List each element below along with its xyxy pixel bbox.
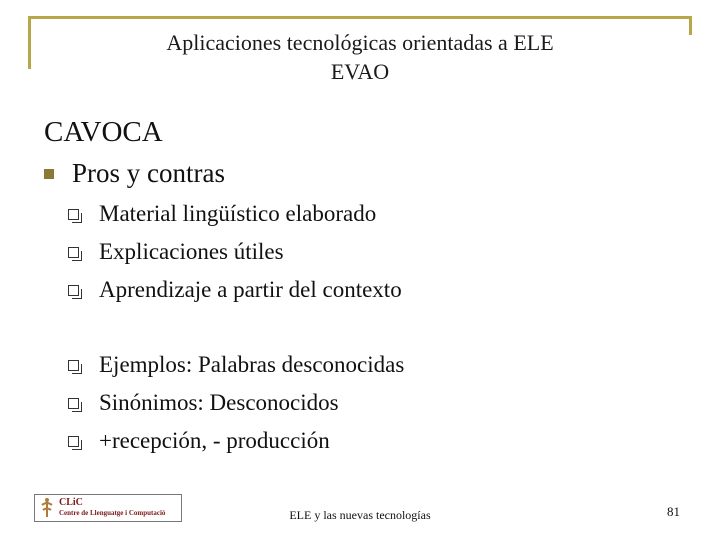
logo-subtitle: Centre de Llenguatge i Computació: [59, 509, 166, 517]
title-frame-right-bar: [689, 19, 692, 35]
list-item: [68, 233, 402, 271]
box-bullet-icon: [68, 360, 79, 371]
list-item: [68, 384, 404, 422]
cons-list: [68, 346, 404, 460]
box-bullet-icon: [68, 285, 79, 296]
list-item-text: Explicaciones útiles: [99, 239, 284, 264]
square-bullet-icon: [44, 169, 54, 179]
list-item-text: Ejemplos: Palabras desconocidas: [99, 352, 405, 377]
footer-text: ELE y las nuevas tecnologías: [289, 508, 431, 522]
title-frame-left-bar: [28, 19, 31, 69]
list-item-text: Aprendizaje a partir del contexto: [99, 277, 402, 302]
slide-heading: CAVOCA: [44, 116, 163, 148]
slide-title-line2: EVAO: [330, 59, 390, 84]
slide-title-line1: Aplicaciones tecnológicas orientadas a ELE: [166, 30, 554, 55]
clic-logo: [34, 494, 182, 522]
box-bullet-icon: [68, 247, 79, 258]
page-number: 81: [667, 504, 680, 519]
clic-logo-text: [59, 498, 165, 518]
pros-list: [68, 195, 402, 309]
box-bullet-icon: [68, 209, 79, 220]
box-bullet-icon: [68, 436, 79, 447]
logo-name: CLiC: [59, 497, 83, 508]
list-item: [68, 271, 402, 309]
level1-item-label: Pros y contras: [72, 158, 225, 188]
list-item: [68, 195, 402, 233]
slide-title: [60, 28, 660, 86]
list-item: [68, 346, 404, 384]
box-bullet-icon: [68, 398, 79, 409]
list-item-text: +recepción, - producción: [99, 428, 330, 453]
list-item-text: Material lingüístico elaborado: [99, 201, 377, 226]
clic-logo-icon: [39, 497, 55, 519]
list-item: [68, 422, 404, 460]
list-item-text: Sinónimos: Desconocidos: [99, 390, 339, 415]
level1-item: [44, 158, 225, 189]
